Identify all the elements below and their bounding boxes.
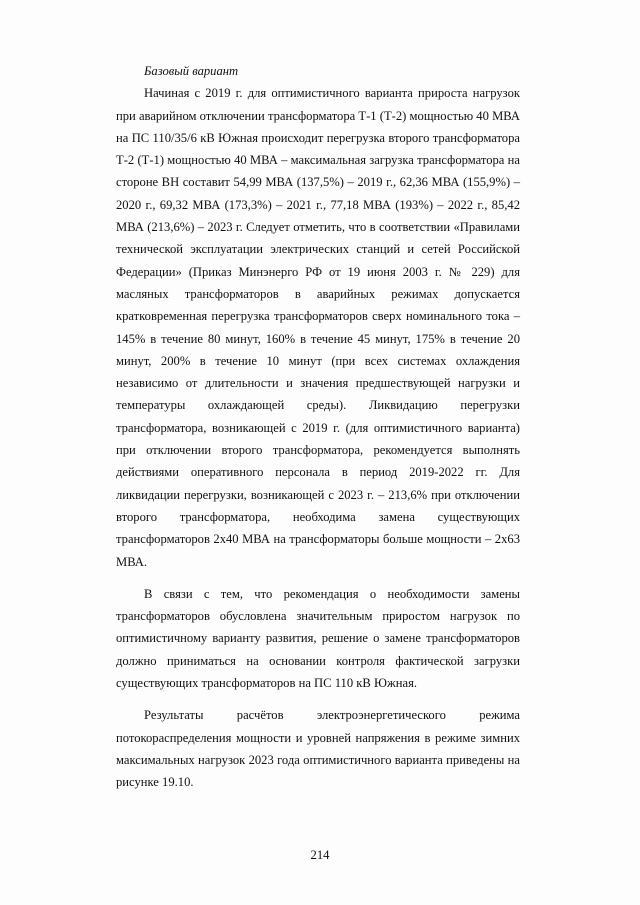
section-title: Базовый вариант <box>144 64 239 78</box>
page-number: 214 <box>310 848 330 862</box>
paragraph-replacement-decision: В связи с тем, что рекомендация о необходимости замены трансформаторов обусловлена значительным приростом нагрузок по оптимистичному варианту развития, решение о замене трансформаторов должно приниматься на основании контроля фактической загрузки существующих трансформаторов на ПС 110 кВ Южная. <box>116 586 520 691</box>
paragraph-overload-analysis: Начиная с 2019 г. для оптимистичного варианта прироста нагрузок при аварийном отключении трансформатора Т-1 (Т-2) мощностью 40 МВА на ПС 110/35/6 кВ Южная происходит перегрузка второго трансформатора Т-2 (Т-1) мощностью 40 МВА – максимальная загрузка трансформатора на стороне ВН составит 54,99 МВА (137,5%) – 2019 г., 62,36 МВА (155,9%) – 2020 г., 69,32 МВА (173,3%) – 2021 г., 77,18 МВА (193%) – 2022 г., 85,42 МВА (213,6%) – 2023 г. Следует отметить, что в соответствии «Правилами технической эксплуатации электрических станций и сетей Российской Федерации» (Приказ Минэнерго РФ от 19 июня 2003 г. № 229) для масляных трансформаторов в аварийных режимах допускается кратковременная перегрузка трансформаторов сверх номинального тока – 145% в течение 80 минут, 160% в течение 45 минут, 175% в течение 20 минут, 200% в течение 10 минут (при всех системах охлаждения независимо от длительности и значения предшествующей нагрузки и температуры охлаждающей среды). Ликвидацию перегрузки трансформатора, возникающей с 2019 г. (для оптимистичного варианта) при отключении второго трансформатора, рекомендуется выполнять действиями оперативного персонала в период 2019-2022 гг. Для ликвидации перегрузки, возникающей с 2023 г. – 213,6% при отключении второго трансформатора, необходима замена существующих трансформаторов 2х40 МВА на трансформаторы больше мощности – 2х63 МВА. <box>116 86 520 569</box>
document-body <box>116 60 520 804</box>
paragraph-calculation-results: Результаты расчётов электроэнергетического режима потокораспределения мощности и уровней напряжения в режиме зимних максимальных нагрузок 2023 года оптимистичного варианта приведены на рисунке 19.10. <box>116 708 520 790</box>
